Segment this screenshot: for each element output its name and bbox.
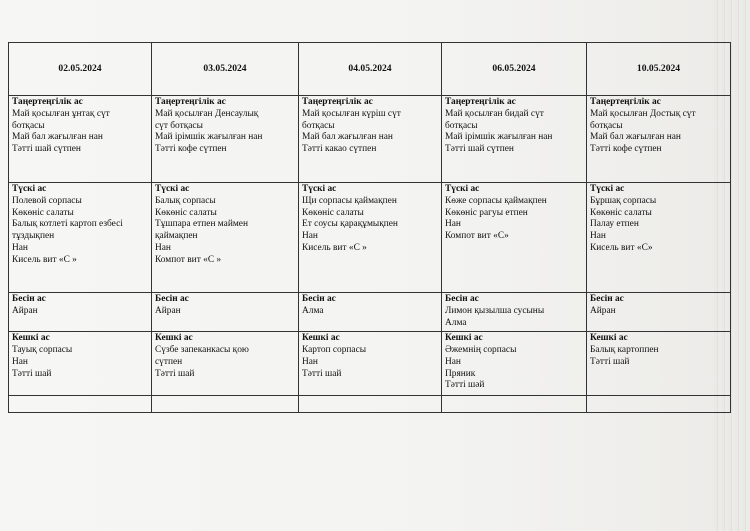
meal-title: Түскі ас bbox=[590, 184, 625, 194]
menu-item-line: Тәтті кофе сүтпен bbox=[590, 144, 662, 154]
empty-cell bbox=[9, 396, 152, 413]
meal-title: Бесін ас bbox=[590, 294, 624, 304]
breakfast-cell bbox=[9, 96, 152, 183]
menu-item-line: Көкөніс салаты bbox=[302, 207, 364, 218]
menu-item-line: Нан bbox=[155, 242, 171, 253]
breakfast-cell bbox=[442, 96, 587, 183]
menu-item-line: Тәтті какао сүтпен bbox=[302, 144, 377, 154]
menu-item-line: Алма bbox=[445, 317, 467, 328]
menu-item-line: Май бал жағылған нан bbox=[590, 132, 681, 143]
menu-item-line: Май қосылған Денсаулық bbox=[155, 108, 259, 119]
meal-title: Түскі ас bbox=[155, 184, 190, 194]
empty-cell bbox=[587, 396, 731, 413]
meal-title: Кешкі ас bbox=[445, 333, 483, 344]
menu-item-line: Май ірімшік жағылған нан bbox=[155, 132, 263, 143]
menu-item-line: Көкөніс салаты bbox=[590, 207, 652, 218]
snack-cell bbox=[9, 293, 152, 332]
menu-item-line: Нан bbox=[302, 356, 318, 367]
menu-item-line: Көкөніс рагуы етпен bbox=[445, 207, 528, 218]
menu-item-line: Көже сорпасы қаймақпен bbox=[445, 195, 547, 206]
menu-item-line: Май ірімшік жағылған нан bbox=[445, 132, 553, 143]
meal-title: Бесін ас bbox=[155, 294, 189, 304]
menu-item-line: сүт ботқасы bbox=[155, 120, 203, 131]
menu-item-line: Май қосылған Достық сүт bbox=[590, 108, 696, 119]
menu-table bbox=[8, 42, 731, 413]
menu-item-line: Айран bbox=[12, 305, 38, 316]
menu-item-line: Щи сорпасы қаймақпен bbox=[302, 195, 397, 206]
lunch-cell bbox=[9, 183, 152, 293]
menu-item-line: тұздықпен bbox=[12, 231, 55, 241]
dinner-cell bbox=[152, 332, 299, 396]
menu-item-line: Нан bbox=[12, 242, 28, 253]
menu-item-line: Алма bbox=[302, 305, 324, 316]
date-cell: 02.05.2024 bbox=[9, 43, 152, 96]
lunch-cell bbox=[442, 183, 587, 293]
menu-item-line: Пряник bbox=[445, 368, 476, 379]
menu-item-line: Кисель вит «С » bbox=[302, 242, 367, 253]
meal-title: Бесін ас bbox=[12, 294, 46, 304]
menu-item-line: ботқасы bbox=[302, 120, 335, 131]
meal-title: Таңертеңгілік ас bbox=[590, 97, 661, 107]
date-cell: 10.05.2024 bbox=[587, 43, 731, 96]
meal-title: Таңертеңгілік ас bbox=[445, 97, 516, 107]
menu-item-line: Полевой сорпасы bbox=[12, 195, 82, 206]
lunch-cell bbox=[299, 183, 442, 293]
menu-item-line: Тауық сорпасы bbox=[12, 345, 73, 355]
menu-item-line: Май бал жағылған нан bbox=[302, 132, 393, 143]
menu-item-line: Балық картоппен bbox=[590, 345, 659, 355]
snack-cell bbox=[299, 293, 442, 332]
menu-item-line: Ет соусы қарақұмықпен bbox=[302, 219, 398, 230]
breakfast-cell bbox=[152, 96, 299, 183]
menu-table-body bbox=[9, 43, 731, 413]
meal-title: Бесін ас bbox=[445, 294, 479, 304]
menu-item-line: Кисель вит «С » bbox=[12, 254, 77, 265]
dinner-cell bbox=[442, 332, 587, 396]
menu-item-line: Тәтті шай bbox=[302, 368, 342, 379]
menu-item-line: Картоп сорпасы bbox=[302, 345, 367, 355]
lunch-row bbox=[9, 183, 731, 293]
snack-cell bbox=[442, 293, 587, 332]
meal-title: Түскі ас bbox=[445, 184, 480, 194]
menu-item-line: Нан bbox=[445, 356, 461, 367]
meal-title: Түскі ас bbox=[12, 184, 47, 194]
menu-item-line: ботқасы bbox=[445, 120, 478, 131]
meal-title: Кешкі ас bbox=[155, 333, 193, 344]
breakfast-row bbox=[9, 96, 731, 183]
menu-item-line: Тәтті шай bbox=[12, 368, 52, 379]
menu-item-line: Көкөніс салаты bbox=[12, 207, 74, 218]
dinner-cell bbox=[9, 332, 152, 396]
menu-item-line: Тәтті шай сүтпен bbox=[445, 144, 514, 154]
meal-title: Таңертеңгілік ас bbox=[302, 97, 373, 107]
menu-item-line: Әжемнің сорпасы bbox=[445, 345, 517, 355]
meal-title: Кешкі ас bbox=[302, 333, 340, 344]
menu-item-line: Тәтті шәй bbox=[445, 380, 485, 391]
menu-item-line: Нан bbox=[590, 231, 606, 241]
menu-item-line: Палау етпен bbox=[590, 219, 639, 230]
menu-item-line: Май бал жағылған нан bbox=[12, 132, 103, 143]
menu-item-line: Тәтті шай bbox=[155, 368, 195, 379]
meal-title: Кешкі ас bbox=[590, 333, 628, 344]
breakfast-cell bbox=[299, 96, 442, 183]
snack-row bbox=[9, 293, 731, 332]
meal-title: Түскі ас bbox=[302, 184, 337, 194]
meal-title: Таңертеңгілік ас bbox=[12, 97, 83, 107]
menu-item-line: Тәтті кофе сүтпен bbox=[155, 144, 227, 154]
lunch-cell bbox=[587, 183, 731, 293]
menu-item-line: Компот вит «С » bbox=[155, 254, 222, 265]
menu-item-line: Нан bbox=[445, 219, 461, 230]
date-cell: 03.05.2024 bbox=[152, 43, 299, 96]
menu-item-line: Бұршақ сорпасы bbox=[590, 195, 657, 206]
menu-item-line: Нан bbox=[12, 356, 28, 367]
meal-title: Кешкі ас bbox=[12, 333, 50, 344]
breakfast-cell bbox=[587, 96, 731, 183]
dinner-cell bbox=[299, 332, 442, 396]
snack-cell bbox=[587, 293, 731, 332]
menu-item-line: Балық сорпасы bbox=[155, 195, 216, 206]
date-cell: 04.05.2024 bbox=[299, 43, 442, 96]
menu-item-line: Май қосылған ұнтақ сүт bbox=[12, 108, 110, 119]
dinner-row bbox=[9, 332, 731, 396]
menu-item-line: Лимон қызылша сусыны bbox=[445, 305, 545, 316]
menu-item-line: ботқасы bbox=[590, 120, 623, 131]
empty-cell bbox=[442, 396, 587, 413]
menu-item-line: Май қосылған бидай сүт bbox=[445, 108, 544, 119]
menu-item-line: қаймақпен bbox=[155, 231, 198, 241]
menu-item-line: Компот вит «С» bbox=[445, 231, 509, 241]
snack-cell bbox=[152, 293, 299, 332]
menu-item-line: Тәтті шай bbox=[590, 356, 630, 367]
empty-cell bbox=[299, 396, 442, 413]
menu-item-line: Май қосылған күріш сүт bbox=[302, 108, 401, 119]
date-header-row bbox=[9, 43, 731, 96]
menu-item-line: Кисель вит «С» bbox=[590, 242, 653, 253]
menu-item-line: Айран bbox=[155, 305, 181, 316]
menu-item-line: Айран bbox=[590, 305, 616, 316]
menu-item-line: сүтпен bbox=[155, 356, 183, 367]
meal-title: Бесін ас bbox=[302, 294, 336, 304]
lunch-cell bbox=[152, 183, 299, 293]
dinner-cell bbox=[587, 332, 731, 396]
menu-item-line: Нан bbox=[302, 231, 318, 241]
menu-item-line: Тәтті шай сүтпен bbox=[12, 144, 81, 154]
menu-item-line: Тұшпара етпен маймен bbox=[155, 219, 248, 230]
date-cell: 06.05.2024 bbox=[442, 43, 587, 96]
empty-row bbox=[9, 396, 731, 413]
meal-title: Таңертеңгілік ас bbox=[155, 97, 226, 107]
menu-item-line: Балық котлеті картоп езбесі bbox=[12, 219, 123, 230]
menu-item-line: ботқасы bbox=[12, 120, 45, 131]
menu-item-line: Сүзбе запеканкасы қою bbox=[155, 345, 249, 355]
menu-item-line: Көкөніс салаты bbox=[155, 207, 217, 218]
empty-cell bbox=[152, 396, 299, 413]
